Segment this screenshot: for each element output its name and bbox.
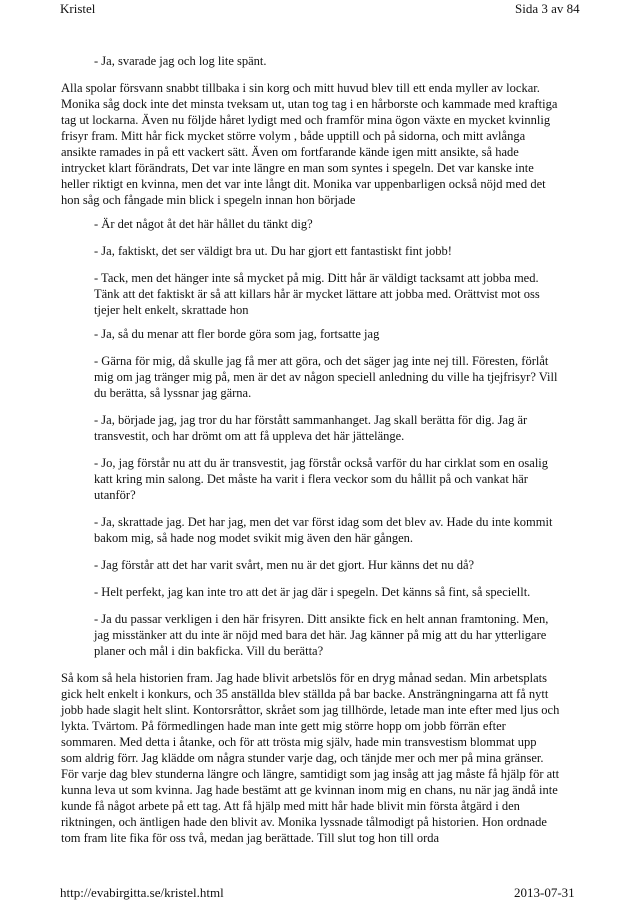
text-line: intrycket klart förändrats, Det var inte längre en man som syntes i spegeln. Det var kanske inte <box>61 161 534 175</box>
text-line: För varje dag blev stunderna längre och längre, samtidigt som jag insåg att jag måste få hjälp för att <box>61 767 560 781</box>
text-line: sommaren. Med detta i åtanke, och för att trösta mig själv, hade min transvestism blommat upp <box>61 735 537 749</box>
text-line: ansikte ramades in på ett vackert sätt. Även om fortfarande kände igen mitt ansikte, så hade <box>61 145 519 159</box>
text-line: lykta. Tvärtom. På förmedlingen hade man inte gett mig större hopp om jobb förrän efter <box>61 719 506 733</box>
text-line: - Är det något åt det här hållet du tänkt dig? <box>94 217 313 231</box>
text-line: - Jag förstår att det har varit svårt, men nu är det gjort. Hur känns det nu då? <box>94 558 475 572</box>
paragraph <box>94 412 527 444</box>
text-line: gick helt enkelt i konkurs, och 35 anställda blev ställda på bar backe. Ansträngningarna att få nytt <box>61 687 549 701</box>
paragraph <box>94 326 379 342</box>
text-line: - Tack, men det hänger inte så mycket på mig. Ditt hår är väldigt tacksamt att jobba med. <box>94 271 539 285</box>
text-line: Alla spolar försvann snabbt tillbaka i sin korg och mitt huvud blev till ett enda myller av lockar. <box>61 81 540 95</box>
text-line: heller riktigt en kvinna, men det var inte långt dit. Monika var uppenbarligen också nöjd med det <box>61 177 546 191</box>
text-line: - Ja, så du menar att fler borde göra som jag, fortsatte jag <box>94 327 380 341</box>
text-line: planer och mål i din bakficka. Vill du berätta? <box>94 644 324 658</box>
text-line: jag misstänker att du inte är nöjd med bara det här. Jag känner på mig att du har ytterligare <box>94 628 547 642</box>
text-line: - Ja, faktiskt, det ser väldigt bra ut. Du har gjort ett fantastiskt fint jobb! <box>94 244 452 258</box>
page-number: Sida 3 av 84 <box>515 1 580 16</box>
text-line: hon såg och fångade min blick i spegeln innan hon började <box>61 193 356 207</box>
text-line: jobb hade slagit helt slint. Kontorsråttor, skrået som jag tillhörde, letade man inte efter med ljus och <box>61 703 560 717</box>
text-line: - Ja, skrattade jag. Det har jag, men det var först idag som det blev av. Hade du inte kommit <box>94 515 553 529</box>
text-line: Monika såg dock inte det minsta tveksam ut, utan tog tag i en hårborste och kammade med kraftiga <box>61 97 558 111</box>
text-line: du berätta, så lyssnar jag gärna. <box>94 386 252 400</box>
paragraph <box>94 611 548 659</box>
text-line: bakom mig, så hade nog modet svikit mig även den här gången. <box>94 531 414 545</box>
text-line: kunna leva ut som kvinna. Jag hade bestämt att ge kvinnan inom mig en chans, nu när jag ändå inte <box>61 783 558 797</box>
text-line: frisyr fram. Mitt hår fick mycket större volym , både upptill och på sidorna, och mitt avlånga <box>61 129 526 143</box>
paragraph <box>94 243 452 259</box>
text-line: - Ja du passar verkligen i den här frisyren. Ditt ansikte fick en helt annan framtoning. Men, <box>94 612 549 626</box>
text-line: kunde få något arbete på ett tag. Att få hjälp med mitt hår hade blivit min första åtgärd i den <box>61 799 520 813</box>
text-line: - Helt perfekt, jag kan inte tro att det är jag där i spegeln. Det känns så fint, så speciellt. <box>94 585 531 599</box>
print-date: 2013-07-31 <box>514 885 575 900</box>
text-line: - Ja, började jag, jag tror du har förstått sammanhanget. Jag skall berätta för dig. Jag är <box>94 413 528 427</box>
paragraph <box>94 514 552 546</box>
text-line: - Gärna för mig, då skulle jag få mer att göra, och det säger jag inte nej till. Föresten, förlåt <box>94 354 549 368</box>
text-line: transvestit, och har drömt om att få uppleva det här jättelänge. <box>94 429 405 443</box>
text-line: tjejer helt enkelt, skrattade hon <box>94 303 249 317</box>
paragraph <box>61 80 557 208</box>
paragraph <box>94 557 474 573</box>
text-line: Tänk att det faktiskt är så att killars hår är mycket lättare att jobba med. Orättvist mot oss <box>94 287 540 301</box>
header-title: Kristel <box>60 1 96 16</box>
text-line: riktningen, och äntligen hade den blivit av. Monika lyssnade tålmodigt på historien. Hon ordnade <box>61 815 547 829</box>
paragraph <box>94 216 313 232</box>
text-line: utanför? <box>94 488 136 502</box>
text-line: som aldrig förr. Jag klädde om några stunder varje dag, och tänjde mer och mer på mina gränser. <box>61 751 544 765</box>
text-line: - Ja, svarade jag och log lite spänt. <box>94 54 267 68</box>
paragraph <box>94 353 557 401</box>
paragraph <box>61 670 559 846</box>
text-line: tom fram lite fika för oss två, medan jag berättade. Till slut tog hon till orda <box>61 831 440 845</box>
source-url[interactable]: http://evabirgitta.se/kristel.html <box>60 885 224 900</box>
text-line: - Jo, jag förstår nu att du är transvestit, jag förstår också varför du har cirklat som en osalig <box>94 456 549 470</box>
paragraph <box>94 584 530 600</box>
text-line: Så kom så hela historien fram. Jag hade blivit arbetslös för en dryg månad sedan. Min arbetsplats <box>61 671 547 685</box>
text-line: mig om jag tränger mig på, men är det av någon speciell anledning du ville ha tjejfrisyr? Vill <box>94 370 558 384</box>
text-line: tag ut lockarna. Även nu följde håret lydigt med och framför mina ögon växte en mycket kvinnlig <box>61 113 551 127</box>
paragraph <box>94 53 267 69</box>
paragraph <box>94 270 540 318</box>
text-line: katt kring min salong. Det måste ha varit i flera veckor som du hållit på och vankat här <box>94 472 528 486</box>
paragraph <box>94 455 548 503</box>
